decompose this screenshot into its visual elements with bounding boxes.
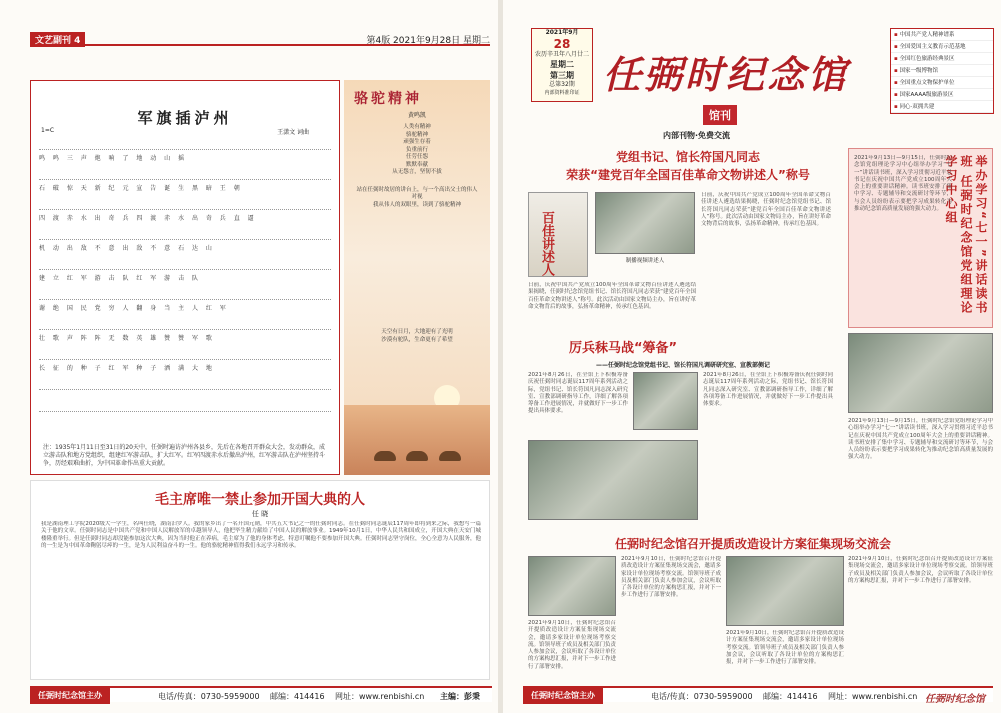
poem-text: 人类有精神 骆驼精神 顽强生存着 负重前行 任劳任怨 默默奉献 从无怨言，坚韧不拔 站在任弼时故居的讲台上，与一个高出父士的伟人对视 我从伟人的双眼里，读到了骆驼精神 天空有日月，大地迎有了光明 沙漠有驼队，生命更有了希望 (356, 124, 478, 343)
article-author: 任 晓 (251, 510, 269, 518)
headline-1-body-col: 日前，庆祝中国共产党成立100周年全国革命文物百佳讲述人遴选结果揭晓，任弼时纪念馆党组书记、馆长符国凡同志荣获“建党百年全国百佳革命文物讲述人”称号。此次活动由国家文物局主办，旨在讲好革命文物背后的故事，弘扬革命精神，传承红色基因。 (701, 192, 831, 228)
nav-item: ▪ 国家一级博物馆 (891, 65, 993, 77)
photo-meeting (633, 372, 698, 430)
page-footer (30, 686, 492, 702)
sidebar-body-more: 2021年9月13日—9月15日，任弼时纪念馆党组理论学习中心组举办学习“七一”讲话读书班，深入学习贯彻习近平总书记在庆祝中国共产党成立100周年大会上的重要讲话精神。读书班安排了集中学习、专题辅导和交流研讨等环节，与会人员纷纷表示要把学习成果转化为推动纪念馆高质量发展的强大动力。 (848, 418, 993, 461)
footer-zip: 邮编：414416 (270, 692, 325, 701)
photo-conference (528, 556, 616, 616)
footer-site: 网址：www.renbishi.cn (335, 692, 425, 701)
headline-3-body-col2: 2021年9月10日，任弼时纪念馆召开提质改造设计方案征集现场交流会，邀请多家设计单位现场考察交流。馆领导班子成员及相关部门负责人参加会议，会议听取了各设计单位的方案构思汇报，并对下一步工作进行了部署安排。 (726, 630, 844, 666)
poem-title: 骆驼精神 (354, 91, 422, 107)
sidebar-box (848, 148, 993, 328)
footer-phone: 电话/传真：0730-5959000 (158, 692, 260, 701)
lyric-line: 长 征 的 种 子 红 军 种 子 洒 满 大 地 (39, 365, 215, 372)
nav-item: ▪ 全国重点文物保护单位 (891, 77, 993, 89)
headline-3-body: 2021年9月10日，任弼时纪念馆召开提质改造设计方案征集现场交流会，邀请多家设计单位现场考察交流。馆领导班子成员及相关部门负责人参加会议，会议听取了各设计单位的方案构思汇报，并对下一步工作进行了部署安排。 (528, 620, 616, 670)
sidebar-body: 2021年9月13日—9月15日，任弼时纪念馆党组理论学习中心组举办学习“七一”讲话读书班，深入学习贯彻习近平总书记在庆祝中国共产党成立100周年大会上的重要讲话精神。读书班安排了集中学习、专题辅导和交流研讨等环节，与会人员纷纷表示要把学习成果转化为推动纪念馆高质量发展的强大动力。 (854, 155, 952, 213)
lyric-line: 建 立 红 军 游 击 队 红 军 游 击 队 (39, 275, 201, 282)
article (30, 480, 490, 680)
lyric-line: 谢 绝 国 民 党 穷 人 翻 身 当 主 人 红 军 (39, 305, 229, 312)
photo-caption: 制播视频讲述人 (625, 258, 665, 264)
nav-item: ▪ 全国红色旅游经典景区 (891, 53, 993, 65)
photo-group (528, 440, 698, 520)
page-footer (523, 686, 993, 705)
right-page (503, 0, 1001, 713)
camel-icon (406, 451, 428, 461)
section-tag: 文艺副刊 4 (30, 32, 85, 47)
headline-3: 任弼时纪念馆召开提质改造设计方案征集现场交流会 (614, 537, 891, 551)
photo-study (848, 333, 993, 413)
page-info: 第4版 2021年9月28日 星期二 (366, 36, 490, 46)
article-title: 毛主席唯一禁止参加开国大典的人 (155, 492, 365, 508)
nav-item: ▪ 全国爱国主义教育示范基地 (891, 41, 993, 53)
camel-icon (439, 451, 461, 461)
nav-item: ▪ 同心·双拥共建 (891, 101, 993, 113)
footer-editor: 主编：彭秉 (440, 692, 480, 701)
headline-2-body-col: 2021年8月26日，在全馆上下积极筹备庆祝任弼时同志诞辰117周年系列活动之际，党组书记、馆长符国凡同志深入研究室、宣教部调研指导工作，详细了解各项筹备工作进展情况，并就做好下一步工作提出具体要求。 (703, 372, 833, 408)
headline-1-body: 日前，庆祝中国共产党成立100周年全国革命文物百佳讲述人遴选结果揭晓，任弼时纪念馆党组书记、馆长符国凡同志荣获“建党百年全国百佳革命文物讲述人”称号。此次活动由国家文物局主办，旨在讲好革命文物背后的故事，弘扬革命精神，传承红色基因。 (528, 282, 696, 310)
footer-zip: 邮编：414416 (763, 692, 818, 701)
headline-3-body-col: 2021年9月10日，任弼时纪念馆召开提质改造设计方案征集现场交流会，邀请多家设计单位现场考察交流。馆领导班子成员及相关部门负责人参加会议，会议听取了各设计单位的方案构思汇报，并对下一步工作进行了部署安排。 (621, 556, 721, 599)
article-body: 我是湖南理工学院2020级大一学生，名叫任晓，湖南汨罗人。我的家乡出了一名开国元勋，中共五大书记之一的任弼时同志。在任弼时同志诞辰117周年即将到来之际，我想写一篇关于他的文章。任弼时同志是中国共产党和中国人民解放军的卓越领导人，他把毕生精力献给了中国人民的解放事业。1949年10月1日，中华人民共和国成立，开国大典在天安门城楼隆重举行。但是任弼时同志却没能参加这次大典，因为当时他正在养病，毛主席为了他的身体考虑，特意叮嘱他不要参加开国大典。任弼时同志坚守岗位，全心全意为人民服务，他的一生是为中国革命鞠躬尽瘁的一生，是为人民利益奋斗的一生。他的骆驼精神值得我们永远学习和传承。 (41, 521, 481, 549)
poem-panel (344, 80, 490, 475)
camel-icon (374, 451, 396, 461)
song-key: 1=C (41, 127, 55, 134)
song-score (30, 80, 340, 475)
footer-logo: 任弼时纪念馆 (925, 694, 985, 705)
lyric-line: 鸣 鸣 三 声 炮 响 了 地 动 山 摇 (39, 155, 188, 162)
lyric-line: 四 渡 赤 水 出 奇 兵 四 渡 赤 水 出 奇 兵 直 逼 (39, 215, 257, 222)
footer-site: 网址：www.renbishi.cn (828, 692, 918, 701)
headline-2-body: 2021年8月26日，在全馆上下积极筹备庆祝任弼时同志诞辰117周年系列活动之际，党组书记、馆长符国凡同志深入研究室、宣教部调研指导工作，详细了解各项筹备工作进展情况，并就做好下一步工作提出具体要求。 (528, 372, 628, 415)
footer-org: 任弼时纪念馆主办 (30, 688, 110, 704)
headline-3-body-col3: 2021年9月10日，任弼时纪念馆召开提质改造设计方案征集现场交流会，邀请多家设计单位现场考察交流。馆领导班子成员及相关部门负责人参加会议，会议听取了各设计单位的方案构思汇报，并对下一步工作进行了部署安排。 (848, 556, 993, 584)
song-title: 军旗插泸州 (137, 109, 233, 127)
footer-phone: 电话/传真：0730-5959000 (651, 692, 753, 701)
photo-exchange (726, 556, 844, 626)
nav-item: ▪ 中国共产党人精神谱系 (891, 29, 993, 41)
song-footnote: 注：1935年1月11日至31日的20天中，任弼时遍访泸州各县乡，先后在各地召开群众大会，发动群众，成立游击队和地方党组织，组建红军游击队，扩大红军。红军四渡赤水后撤出泸州，红军游击队在泸州坚持斗争，历经艰难曲折，为中国革命作出重大贡献。 (43, 444, 326, 467)
sidebar-title: 举办学习“七一”讲话读书班 任弼时纪念馆党组理论学习中心组 (944, 155, 988, 316)
page-header (30, 32, 490, 46)
song-credits: 王潇文 词曲 (277, 129, 309, 136)
headline-2-sub: ——任弼时纪念馆党组书记、馆长符国凡调研研究室、宣教部侧记 (595, 362, 770, 369)
lyric-line: 石 破 惊 天 新 纪 元 宣 告 诞 生 黑 暗 王 朝 (39, 185, 243, 192)
lyric-line: 机 动 出 敌 不 意 出 敌 不 意 石 达 山 (39, 245, 215, 252)
headline-2: 厉兵秣马战“筹备” (568, 341, 678, 356)
photo-speaker (595, 192, 695, 254)
footer-org: 任弼时纪念馆主办 (523, 688, 603, 704)
headline-1: 党组书记、馆长符国凡同志 荣获“建党百年全国百佳革命文物讲述人”称号 (566, 150, 810, 182)
book-cover: 百佳讲述人 (528, 192, 588, 277)
lyric-line: 壮 歌 声 阵 阵 无 数 英 雄 赞 赞 军 歌 (39, 335, 215, 342)
poem-author: 黄鸣凯 (407, 112, 426, 119)
date-box: 2021年9月 28 农历辛丑年八月廿二 星期二 第三期 总第32期 内部资料准印证 (531, 28, 593, 102)
subtitle: 内部刊物·免费交流 (663, 131, 731, 140)
left-page (0, 0, 498, 713)
nav-list (890, 28, 994, 114)
masthead: 任弼时纪念馆 (603, 52, 850, 97)
banner: 馆刊 (703, 105, 737, 125)
nav-item: ▪ 国家AAAA级旅游景区 (891, 89, 993, 101)
